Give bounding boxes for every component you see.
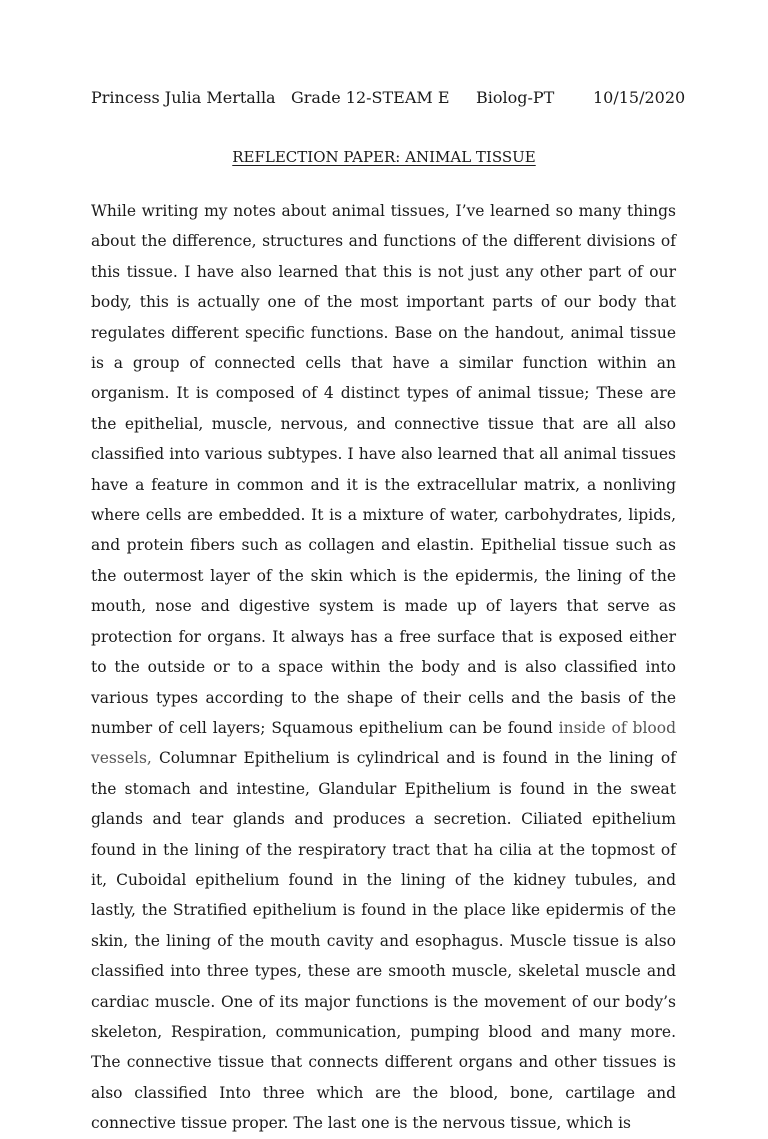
paper-title: REFLECTION PAPER: ANIMAL TISSUE [232, 148, 536, 166]
student-name: Princess Julia Mertalla [91, 88, 276, 107]
body-paragraph [91, 196, 676, 1139]
date: 10/15/2020 [593, 88, 686, 107]
document-header [0, 88, 768, 112]
subject: Biolog-PT [476, 88, 555, 107]
body-text-part-1: While writing my notes about animal tissues, I’ve learned so many things about the difference, structures and functions of the different divisions of this tissue. I have also learned that this is not just any other part of our body, this is actually one of the most important parts of our body that regulates different specific functions. Base on the handout, animal tissue is a group of connected cells that have a similar function within an organism. It is composed of 4 distinct types of animal tissue; These are the epithelial, muscle, nervous, and connective tissue that are all also classified into various subtypes. I have also learned that all animal tissues have a feature in common and it is the extracellular matrix, a nonliving where cells are embedded. It is a mixture of water, carbohydrates, lipids, and protein fibers such as collagen and elastin. Epithelial tissue such as the outermost layer of the skin which is the epidermis, the lining of the mouth, nose and digestive system is made up of layers that serve as protection for organs. It always has a free surface that is exposed either to the outside or to a space within the body and is also classified into various types according to the shape of their cells and the basis of the number of cell layers; Squamous epithelium can be found [91, 202, 676, 737]
body-text-part-3: Columnar Epithelium is cylindrical and is found in the lining of the stomach and intestine, Glandular Epithelium is found in the sweat glands and tear glands and produces a secretion. Ciliated epithelium found in the lining of the respiratory tract that ha cilia at the topmost of it, Cuboidal epithelium found in the lining of the kidney tubules, and lastly, the Stratified epithelium is found in the place like epidermis of the skin, the lining of the mouth cavity and esophagus. Muscle tissue is also classified into three types, these are smooth muscle, skeletal muscle and cardiac muscle. One of its major functions is the movement of our body’s skeleton, Respiration, communication, pumping blood and many more. The connective tissue that connects different organs and other tissues is also classified Into three which are the blood, bone, cartilage and connective tissue proper. The last one is the nervous tissue, which is [91, 749, 676, 1133]
grade-section: Grade 12-STEAM E [291, 88, 450, 107]
body-text-part-2: inside of blood vessels, [91, 718, 676, 768]
